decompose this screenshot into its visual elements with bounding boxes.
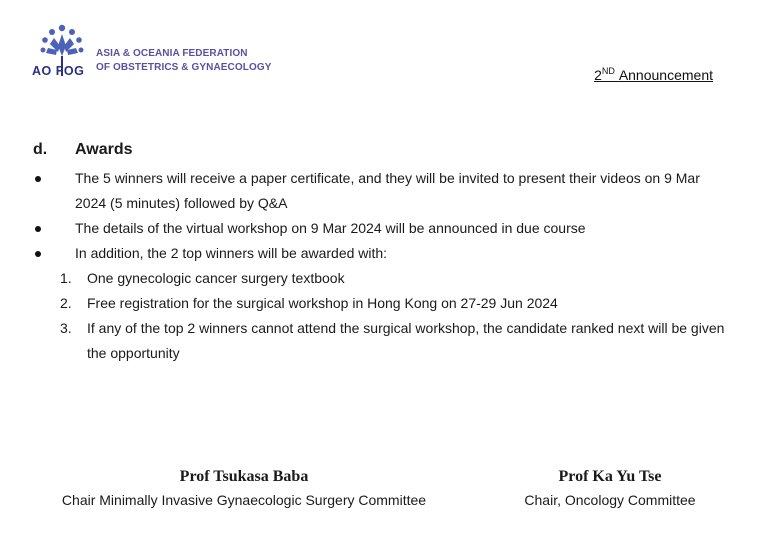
signature-block-left: [20, 466, 468, 512]
bullet-item: [0, 166, 730, 216]
bullet-item: [0, 241, 730, 266]
signatory-name: Prof Ka Yu Tse: [558, 468, 662, 485]
org-name-line-2: OF OBSTETRICS & GYNAECOLOGY: [96, 62, 272, 73]
organization-name: [96, 47, 272, 75]
bullet-text: The details of the virtual workshop on 9 Mar 2024 will be announced in due course: [75, 220, 586, 236]
awards-list: [0, 266, 768, 366]
announcement-ordinal-suffix: ND: [601, 66, 615, 76]
announcement-ordinal: 2: [594, 67, 602, 83]
brand-wordmark: [32, 64, 84, 78]
signature-block-right: [490, 466, 730, 512]
award-item: [0, 266, 727, 291]
brand-left: AO: [32, 64, 52, 78]
announcement-heading: [594, 66, 713, 83]
award-number: 1.: [60, 270, 72, 286]
award-number: 2.: [60, 295, 72, 311]
signatory-role: Chair Minimally Invasive Gynaecologic Surgery Committee: [61, 492, 427, 508]
bullet-text: In addition, the 2 top winners will be awarded with:: [75, 245, 388, 261]
award-text: One gynecologic cancer surgery textbook: [87, 270, 345, 286]
award-item: [0, 291, 727, 316]
announcement-label: Announcement: [618, 67, 713, 83]
award-item: [0, 316, 727, 366]
brand-right: FOG: [55, 64, 85, 78]
bullet-dot-icon: [35, 176, 41, 182]
award-text: Free registration for the surgical workshop in Hong Kong on 27-29 Jun 2024: [87, 295, 558, 311]
award-text: If any of the top 2 winners cannot attend the surgical workshop, the candidate ranked next will be given the opportunity: [87, 320, 725, 361]
award-number: 3.: [60, 320, 72, 336]
bullet-dot-icon: [35, 226, 41, 232]
bullet-list: [0, 166, 768, 266]
bullet-item: [0, 216, 730, 241]
section-letter: d.: [33, 141, 48, 158]
signatory-name: Prof Tsukasa Baba: [179, 468, 309, 485]
org-name-line-1: ASIA & OCEANIA FEDERATION: [96, 48, 248, 59]
section-title: Awards: [75, 141, 133, 158]
bullet-text: The 5 winners will receive a paper certificate, and they will be invited to present their videos on 9 Mar 2024 (5 minutes) followed by Q&A: [75, 170, 700, 211]
signatory-role: Chair, Oncology Committee: [524, 492, 696, 508]
bullet-dot-icon: [35, 251, 41, 257]
